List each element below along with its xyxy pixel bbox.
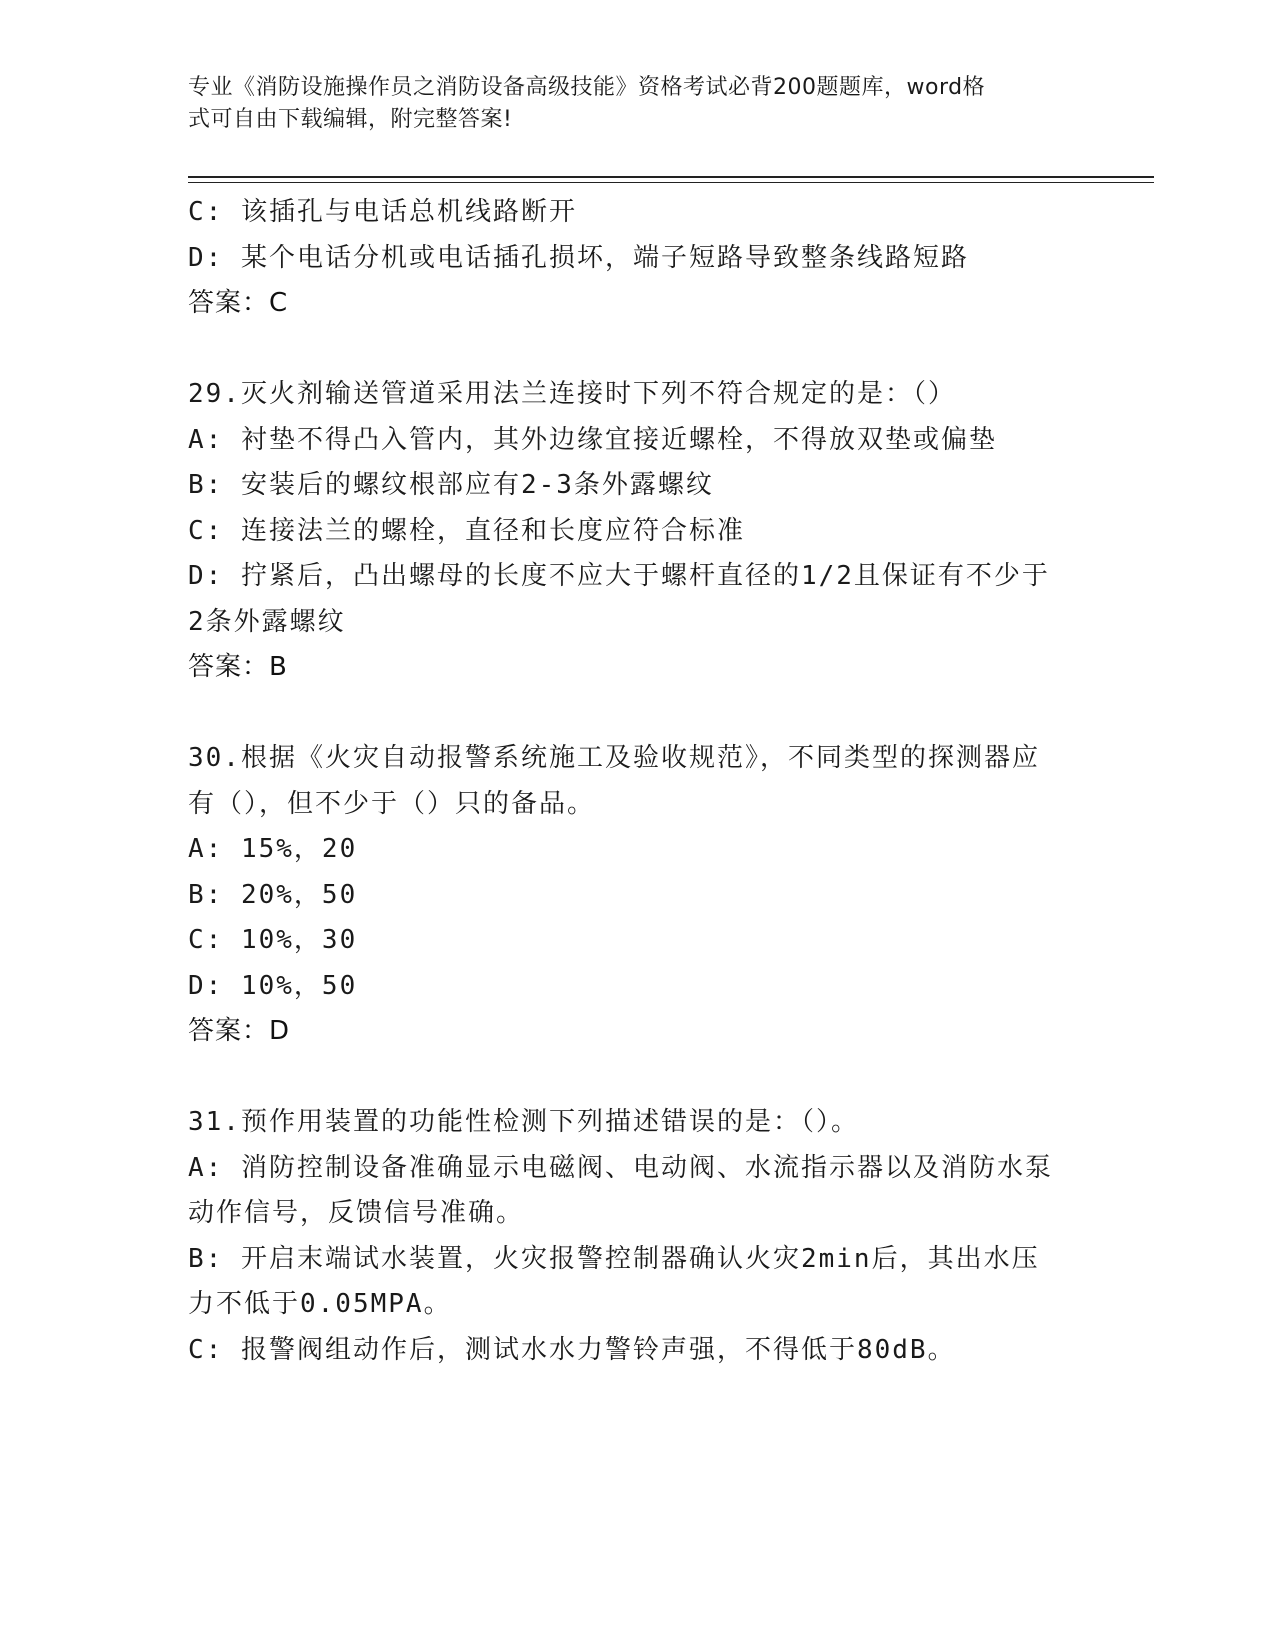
answer-label: 答案：D bbox=[188, 1016, 291, 1046]
question-stem: 31.预作用装置的功能性检测下列描述错误的是：（）。 bbox=[188, 1107, 859, 1137]
option-d: D: 某个电话分机或电话插孔损坏，端子短路导致整条线路短路 bbox=[188, 242, 969, 273]
question-content bbox=[188, 190, 1088, 1373]
answer-label: 答案：B bbox=[188, 652, 288, 682]
option-a: A: 消防控制设备准确显示电磁阀、电动阀、水流指示器以及消防水泵 bbox=[188, 1152, 1053, 1183]
question-31-block bbox=[188, 1100, 1088, 1373]
spacer bbox=[188, 327, 1088, 373]
option-d: D: 拧紧后，凸出螺母的长度不应大于螺杆直径的1/2且保证有不少于 bbox=[188, 561, 1050, 591]
header-rule-thick bbox=[188, 176, 1154, 178]
option-b: B: 开启末端试水装置，火灾报警控制器确认火灾2min后，其出水压 bbox=[188, 1243, 1040, 1274]
option-c: C: 报警阀组动作后，测试水水力警铃声强，不得低于80dB。 bbox=[188, 1334, 956, 1365]
spacer bbox=[188, 1055, 1088, 1101]
question-stem: 30.根据《火灾自动报警系统施工及验收规范》，不同类型的探测器应 bbox=[188, 743, 1040, 773]
option-b: B: 20%，50 bbox=[188, 879, 358, 910]
header-line-1: 专业《消防设施操作员之消防设备高级技能》资格考试必背200题题库，word格 bbox=[188, 75, 986, 100]
question-30-block bbox=[188, 736, 1088, 1055]
option-c: C: 10%，30 bbox=[188, 925, 358, 955]
option-d: D: 10%，50 bbox=[188, 970, 358, 1001]
header-line-2: 式可自由下载编辑，附完整答案! bbox=[188, 107, 513, 132]
option-b: B: 安装后的螺纹根部应有2-3条外露螺纹 bbox=[188, 470, 714, 500]
question-29-block bbox=[188, 372, 1088, 691]
answer-label: 答案：C bbox=[188, 288, 289, 318]
option-a: A: 衬垫不得凸入管内，其外边缘宜接近螺栓，不得放双垫或偏垫 bbox=[188, 424, 997, 455]
option-a: A: 15%，20 bbox=[188, 834, 358, 864]
header-rule-thin bbox=[188, 182, 1154, 183]
spacer bbox=[188, 691, 1088, 737]
question-stem-continued: 有（），但不少于（）只的备品。 bbox=[188, 788, 596, 819]
option-b-continued: 力不低于0.05MPA。 bbox=[188, 1289, 452, 1319]
option-c: C: 该插孔与电话总机线路断开 bbox=[188, 197, 577, 227]
option-c: C: 连接法兰的螺栓，直径和长度应符合标准 bbox=[188, 515, 745, 546]
document-header bbox=[188, 72, 1068, 136]
prev-question-block bbox=[188, 190, 1088, 327]
question-stem: 29.灭火剂输送管道采用法兰连接时下列不符合规定的是：（） bbox=[188, 379, 956, 409]
option-a-continued: 动作信号，反馈信号准确。 bbox=[188, 1198, 525, 1228]
option-d-continued: 2条外露螺纹 bbox=[188, 606, 346, 637]
